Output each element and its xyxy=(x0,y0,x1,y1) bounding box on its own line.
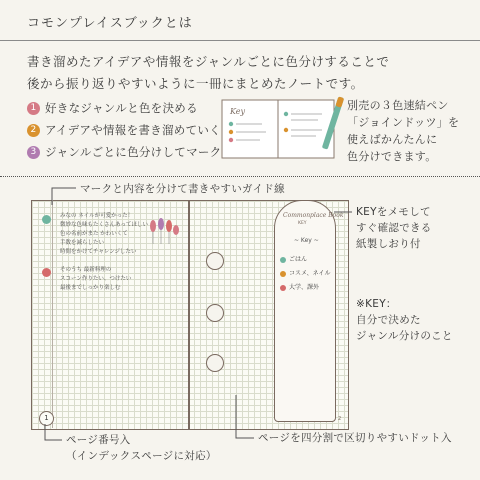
annotation-page-number: ページ番号入 （インデックスページに対応） xyxy=(66,434,217,462)
annotation-key-bookmark: KEYをメモして すぐ確認できる 紙製しおり付 xyxy=(356,206,432,250)
bookmark-key-entry-2: コスメ、ネイル xyxy=(280,267,331,281)
key-illustration-label: Key xyxy=(230,107,246,116)
leader-guide-line xyxy=(52,188,76,205)
step-number-1: 1 xyxy=(27,102,40,115)
page-title: コモンプレイスブックとは xyxy=(27,16,193,31)
pen-note-line-4: 色分けできます。 xyxy=(347,150,437,163)
note1-line-4: 手数を減らしたい xyxy=(60,240,105,246)
step-text-2: アイデアや情報を書き溜めていく xyxy=(45,123,221,137)
bookmark-brand-sub: KEY xyxy=(298,221,307,226)
page-number-right: 2 xyxy=(338,416,342,422)
lead-line-1: 書き溜めたアイデアや情報をジャンルごとに色分けすることで xyxy=(27,54,390,69)
pen-note-line-2: 「ジョインドッツ」を xyxy=(347,116,460,129)
note1-line-5: 時間をかけてチャレンジしたい xyxy=(60,249,137,255)
note2-line-2: スコーン作りたい、つけたい xyxy=(60,276,132,282)
note2-line-3: 最後までしっかり楽しむ xyxy=(60,285,121,291)
note1-line-1: みなの ネイルが可愛かった！ xyxy=(60,213,134,219)
annotation-guide-line: マークと内容を分けて書きやすいガイド線 xyxy=(80,183,285,195)
bookmark-brand: Commonplace Book xyxy=(283,212,344,219)
page-number-left: 1 xyxy=(39,411,54,426)
note2-line-1: そのうち 最新料理の xyxy=(60,267,112,273)
bookmark-key-entry-1: ごはん xyxy=(280,253,331,267)
annotation-dot-grid: ページを四分割で区切りやすいドット入 xyxy=(258,432,452,444)
annotation-key-definition: ※KEY： 自分で決めた ジャンル分けのこと xyxy=(356,298,453,342)
step-text-3: ジャンルごとに色分けしてマーク xyxy=(45,145,222,159)
note1-line-2: 微妙な色味もたくさんあってほしい xyxy=(60,222,148,228)
leader-page-number xyxy=(45,424,62,440)
pen-note-line-1: 別売の３色速結ペン xyxy=(347,99,449,112)
lead-line-2: 後から振り返りやすいように一冊にまとめたノートです。 xyxy=(27,76,364,91)
pen-note-line-3: 使えばかんたんに xyxy=(347,133,438,146)
step-number-3: 3 xyxy=(27,146,40,159)
bookmark-key-title: ~ Key ~ xyxy=(294,237,319,244)
leader-dot-grid xyxy=(236,395,254,438)
step-number-2: 2 xyxy=(27,124,40,137)
bookmark-key-entry-3: 大学、課外 xyxy=(280,281,331,295)
step-text-1: 好きなジャンルと色を決める xyxy=(45,101,198,115)
note1-line-3: 色の名前がまた かわいくて xyxy=(60,231,128,237)
